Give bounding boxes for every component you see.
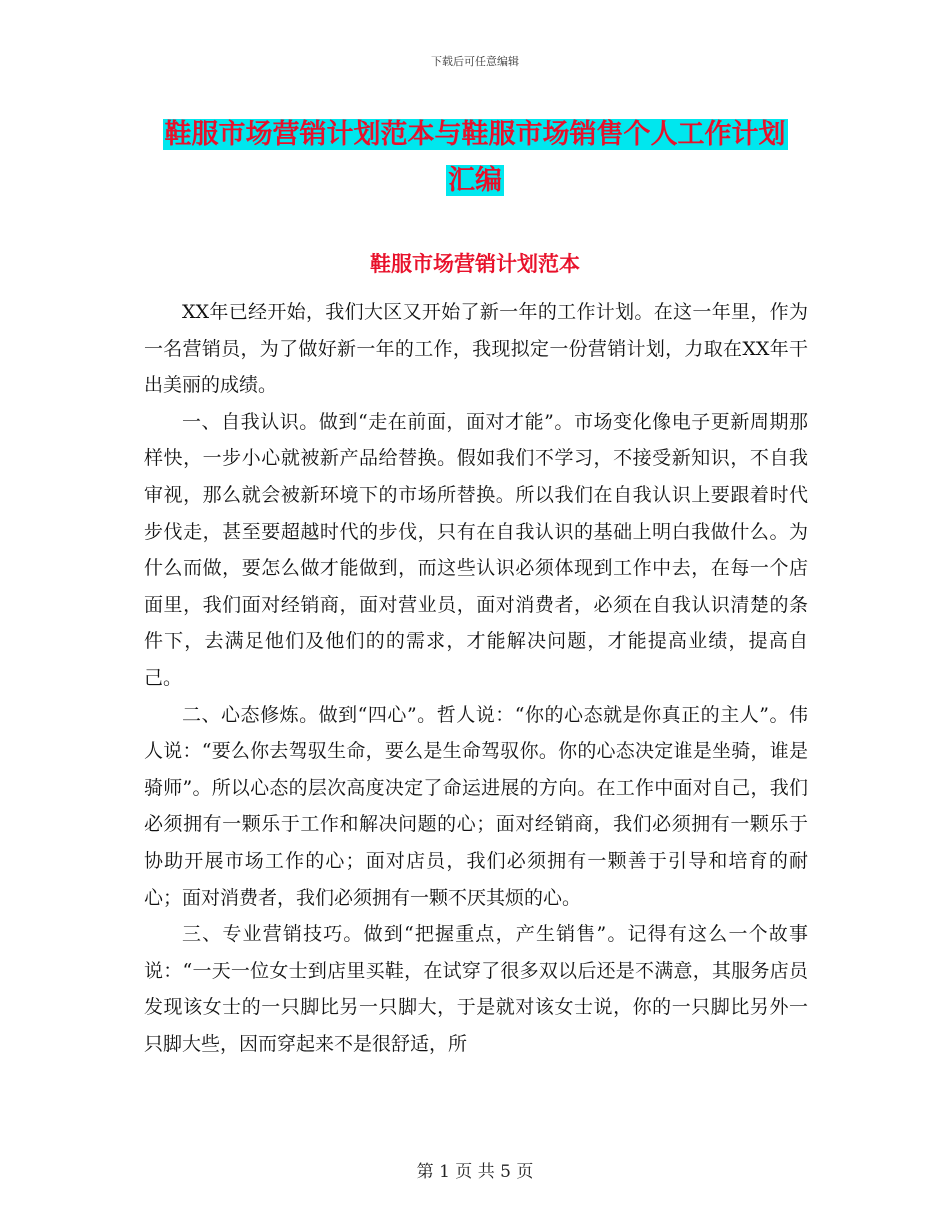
title-line-2: 汇编 — [448, 165, 502, 196]
paragraph-sales-skills: 三、专业营销技巧。做到“把握重点，产生销售”。记得有这么一个故事说：“一天一位女士到店里买鞋，在试穿了很多双以后还是不满意，其服务店员发现该女士的一只脚比另一只脚大，于是就对该女士说，你的一只脚比另外一只脚大些，因而穿起来不是很舒适，所 — [144, 923, 808, 1055]
body-text — [144, 294, 808, 1062]
page-footer: 第 1 页 共 5 页 — [416, 1162, 534, 1182]
title-line-1: 鞋服市场营销计划范本与鞋服市场销售个人工作计划 — [164, 119, 786, 150]
paragraph-mindset: 二、心态修炼。做到“四心”。哲人说：“你的心态就是你真正的主人”。伟人说：“要么你去驾驭生命，要么是生命驾驭你。你的心态决定谁是坐骑，谁是骑师”。所以心态的层次高度决定了命运进展的方向。在工作中面对自己，我们必须拥有一颗乐于工作和解决问题的心；面对经销商，我们必须拥有一颗乐于协助开展市场工作的心；面对店员，我们必须拥有一颗善于引导和培育的耐心；面对消费者，我们必须拥有一颗不厌其烦的心。 — [144, 703, 808, 909]
section-subtitle: 鞋服市场营销计划范本 — [370, 252, 580, 276]
paragraph-self-awareness: 一、自我认识。做到“走在前面，面对才能”。市场变化像电子更新周期那样快，一步小心就被新产品给替换。假如我们不学习，不接受新知识，不自我审视，那么就会被新环境下的市场所替换。所以我们在自我认识上要跟着时代步伐走，甚至要超越时代的步伐，只有在自我认识的基础上明白我做什么。为什么而做，要怎么做才能做到，而这些认识必须体现到工作中去，在每一个店面里，我们面对经销商，面对营业员，面对消费者，必须在自我认识清楚的条件下，去满足他们及他们的的需求，才能解决问题，才能提高业绩，提高自己。 — [144, 410, 808, 689]
paragraph-intro: XX年已经开始，我们大区又开始了新一年的工作计划。在这一年里，作为一名营销员，为了做好新一年的工作，我现拟定一份营销计划，力取在XX年干出美丽的成绩。 — [144, 301, 808, 397]
header-note: 下载后可任意编辑 — [431, 55, 519, 68]
document-title — [140, 112, 810, 204]
